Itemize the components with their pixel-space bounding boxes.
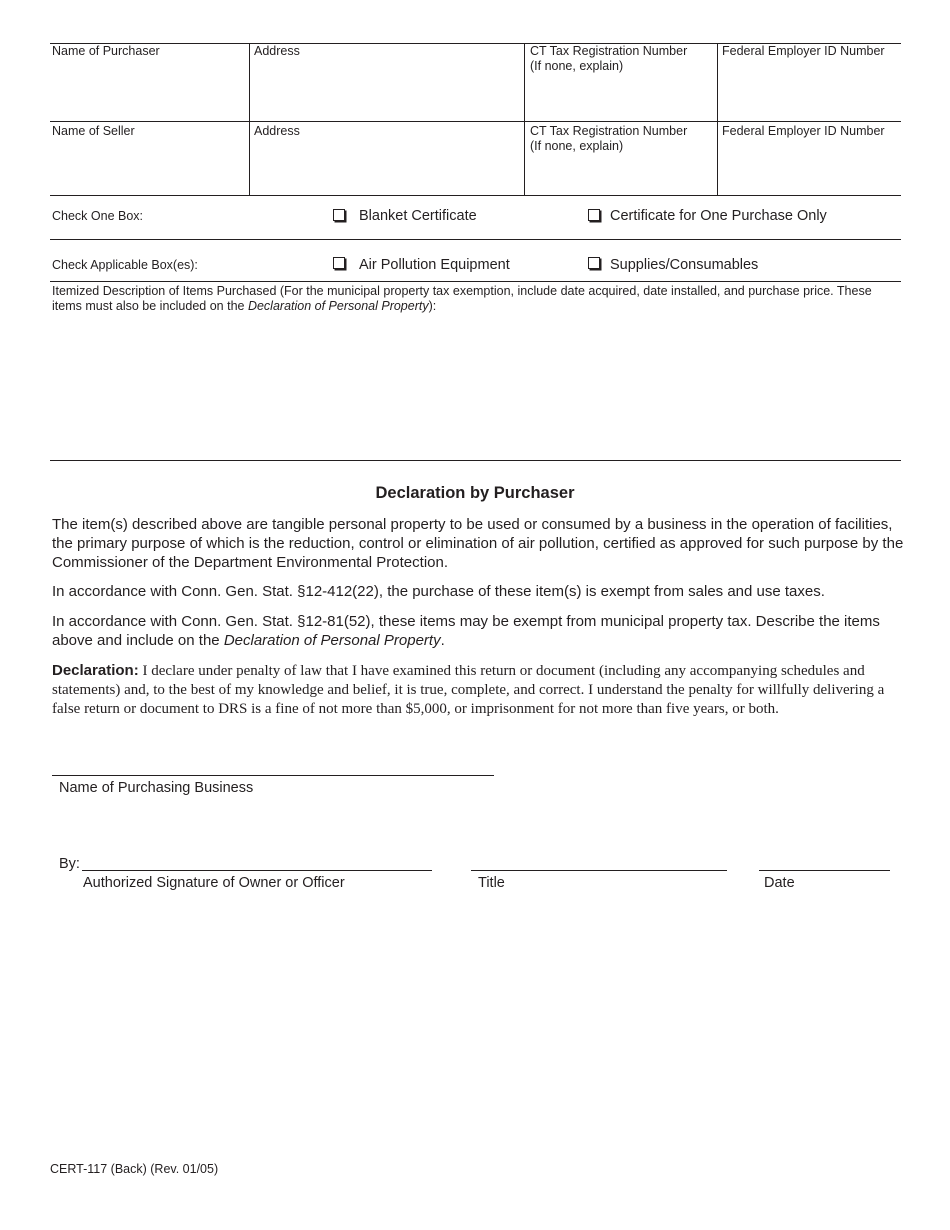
check-one-label: Check One Box: bbox=[52, 209, 144, 223]
seller-address-field[interactable] bbox=[254, 124, 300, 139]
date-line[interactable] bbox=[759, 870, 890, 871]
signature-line[interactable] bbox=[82, 870, 432, 871]
purchaser-ct-tax-note: (If none, explain) bbox=[530, 59, 624, 73]
row-divider bbox=[50, 281, 901, 282]
one-purchase-checkbox[interactable] bbox=[588, 209, 600, 221]
by-label: By: bbox=[59, 856, 80, 872]
signature-label: Authorized Signature of Owner or Officer bbox=[83, 875, 345, 891]
itemized-italic: Declaration of Personal Property bbox=[247, 299, 429, 313]
row-divider bbox=[50, 239, 901, 240]
purchaser-address-label: Address bbox=[254, 44, 300, 58]
business-name-line[interactable] bbox=[52, 775, 494, 776]
row-divider bbox=[50, 121, 901, 122]
declaration-paragraph-3 bbox=[52, 612, 904, 650]
seller-fein-field[interactable] bbox=[722, 124, 885, 139]
para-3-text: In accordance with Conn. Gen. Stat. §12-81(52), these items may be exempt from municipal property tax. Describe the items above and include on the bbox=[52, 613, 880, 649]
column-divider bbox=[524, 43, 525, 195]
title-label: Title bbox=[478, 875, 505, 891]
seller-name-field[interactable] bbox=[52, 124, 135, 139]
declaration-statement-text: I declare under penalty of law that I have examined this return or document (including any accompanying schedules and statements) and, to the best of my knowledge and belief, it is true, complete, and correct. I understand the penalty for willfully delivering a false return or document to DRS is a fine of not more than $5,000, or imprisonment for not more than five years, or both. bbox=[52, 663, 885, 717]
air-pollution-equipment-label: Air Pollution Equipment bbox=[359, 257, 510, 273]
seller-address-label: Address bbox=[254, 124, 300, 138]
seller-ct-tax-field[interactable] bbox=[530, 124, 687, 154]
blanket-certificate-label: Blanket Certificate bbox=[359, 208, 477, 224]
purchaser-ct-tax-field[interactable] bbox=[530, 44, 687, 74]
itemized-description-field[interactable] bbox=[52, 284, 904, 314]
itemized-bottom-border bbox=[50, 460, 901, 461]
title-line[interactable] bbox=[471, 870, 727, 871]
supplies-consumables-label: Supplies/Consumables bbox=[610, 257, 759, 273]
purchaser-ct-tax-label: CT Tax Registration Number bbox=[530, 44, 688, 58]
declaration-statement bbox=[52, 661, 904, 719]
declaration-paragraph-2: In accordance with Conn. Gen. Stat. §12-412(22), the purchase of these item(s) is exempt from sales and use taxes. bbox=[52, 583, 825, 600]
seller-ct-tax-note: (If none, explain) bbox=[530, 139, 624, 153]
declaration-paragraph-1: The item(s) described above are tangible personal property to be used or consumed by a business in the operation of facilities, the primary purpose of which is the reduction, control or elimination of air pollution, certified as approved for such purpose by the Commissioner of the Department Environmental Protection. bbox=[52, 516, 904, 571]
itemized-tail: ): bbox=[428, 299, 437, 313]
column-divider bbox=[717, 43, 718, 195]
purchaser-fein-field[interactable] bbox=[722, 44, 885, 59]
business-name-label: Name of Purchasing Business bbox=[59, 780, 254, 796]
seller-ct-tax-label: CT Tax Registration Number bbox=[530, 124, 688, 138]
one-purchase-label: Certificate for One Purchase Only bbox=[610, 208, 827, 224]
purchaser-address-field[interactable] bbox=[254, 44, 300, 59]
air-pollution-equipment-checkbox[interactable] bbox=[333, 257, 345, 269]
declaration-statement-label: Declaration: bbox=[52, 662, 139, 679]
para-3-tail: . bbox=[440, 632, 445, 649]
supplies-consumables-checkbox[interactable] bbox=[588, 257, 600, 269]
date-label: Date bbox=[764, 875, 795, 891]
purchaser-name-label: Name of Purchaser bbox=[52, 44, 160, 58]
itemized-text: Itemized Description of Items Purchased (For the municipal property tax exemption, include date acquired, date installed, and purchase price. These items must also be included on the bbox=[52, 284, 872, 313]
form-id: CERT-117 (Back) (Rev. 01/05) bbox=[50, 1162, 219, 1176]
purchaser-fein-label: Federal Employer ID Number bbox=[722, 44, 885, 58]
blanket-certificate-checkbox[interactable] bbox=[333, 209, 345, 221]
declaration-title: Declaration by Purchaser bbox=[375, 484, 575, 502]
check-applicable-label: Check Applicable Box(es): bbox=[52, 258, 198, 272]
purchaser-name-field[interactable] bbox=[52, 44, 160, 59]
column-divider bbox=[249, 43, 250, 195]
seller-fein-label: Federal Employer ID Number bbox=[722, 124, 885, 138]
para-3-italic: Declaration of Personal Property bbox=[223, 632, 441, 649]
seller-name-label: Name of Seller bbox=[52, 124, 135, 138]
row-divider bbox=[50, 195, 901, 196]
